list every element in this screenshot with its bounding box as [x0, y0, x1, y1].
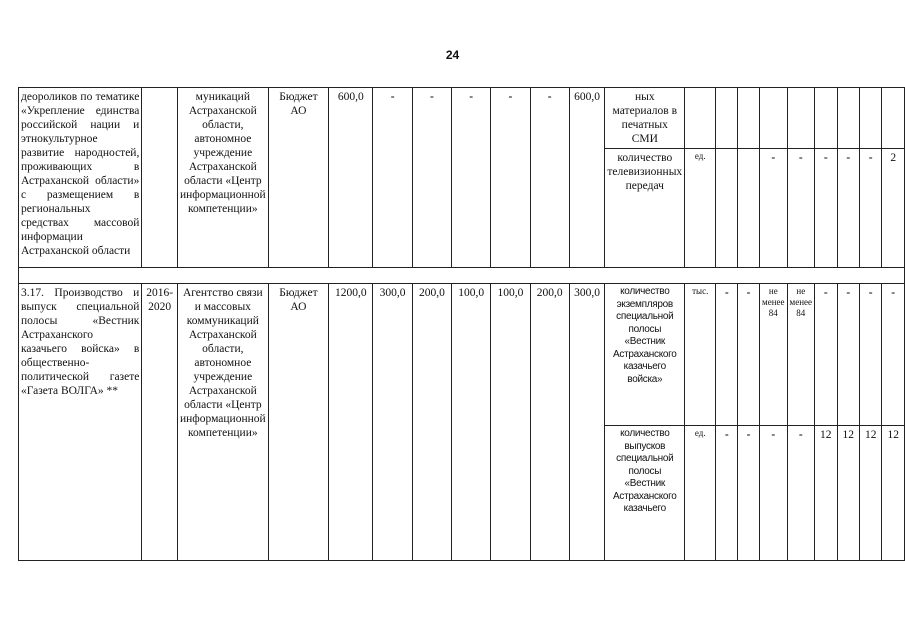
indicator-value: [815, 88, 837, 149]
year-cell: -: [530, 88, 569, 268]
indicator-value: -: [738, 284, 760, 426]
indicator-value: [716, 88, 738, 149]
indicator-value: -: [815, 284, 837, 426]
indicator-value: [882, 88, 905, 149]
indicator-value: [837, 88, 859, 149]
source-cell: Бюджет АО: [268, 88, 329, 268]
year-cell: 200,0: [412, 284, 451, 561]
indicator-value: 12: [837, 426, 859, 561]
indicator-value: -: [859, 149, 881, 268]
indicator-value: 12: [815, 426, 837, 561]
year-cell: -: [373, 88, 412, 268]
indicator-value: -: [760, 149, 788, 268]
indicator-value: не менее 84: [760, 284, 788, 426]
year-cell: 100,0: [491, 284, 530, 561]
source-cell: Бюджет АО: [268, 284, 329, 561]
extra-cell: 600,0: [569, 88, 605, 268]
total-cell: 1200,0: [329, 284, 373, 561]
indicator-value: [716, 149, 738, 268]
indicator-value: -: [859, 284, 881, 426]
indicator-value: 12: [882, 426, 905, 561]
indicator-value: -: [882, 284, 905, 426]
indicator-value: [760, 88, 788, 149]
year-cell: 300,0: [373, 284, 412, 561]
indicator-value: -: [815, 149, 837, 268]
executor-cell: муникаций Астраханской области, автономное учреждение Астраханской области «Центр информационной компетенции»: [178, 88, 269, 268]
activity-name: 3.17. Производство и выпуск специальной полосы «Вестник Астраханского казачьего войска» в общественно-политической газете «Газета ВОЛГА» **: [19, 284, 142, 561]
table-row: [19, 88, 905, 149]
indicator-unit: ед.: [685, 149, 716, 268]
indicator-unit: ед.: [685, 426, 716, 561]
period-cell: [142, 88, 178, 268]
indicator-unit: тыс.: [685, 284, 716, 426]
indicator-value: 2: [882, 149, 905, 268]
indicator-name: количество выпусков специальной полосы «Вестник Астраханского казачьего: [605, 426, 685, 561]
indicator-value: -: [837, 149, 859, 268]
indicator-value: 12: [859, 426, 881, 561]
program-table: [18, 87, 905, 561]
indicator-value: [787, 88, 815, 149]
indicator-value: -: [787, 149, 815, 268]
year-cell: 200,0: [530, 284, 569, 561]
year-cell: -: [452, 88, 491, 268]
page-number: 24: [445, 48, 460, 62]
total-cell: 600,0: [329, 88, 373, 268]
indicator-unit: [685, 88, 716, 149]
year-cell: 100,0: [452, 284, 491, 561]
indicator-value: -: [738, 426, 760, 561]
indicator-value: [738, 149, 760, 268]
executor-cell: Агентство связи и массовых коммуникаций Астраханской области, автономное учреждение Астраханской области «Центр информационной компетенции»: [178, 284, 269, 561]
activity-name: деороликов по тематике «Укрепление единства российской нации и этнокультурное развитие народностей, проживающих в Астраханской области» с размещением в региональных средствах массовой информации Астраханской области: [19, 88, 142, 268]
indicator-value: [738, 88, 760, 149]
indicator-value: [859, 88, 881, 149]
indicator-name: ных материалов в печатных СМИ: [605, 88, 685, 149]
indicator-value: -: [760, 426, 788, 561]
indicator-value: не менее 84: [787, 284, 815, 426]
indicator-name: количество телевизионных передач: [605, 149, 685, 268]
indicator-value: -: [787, 426, 815, 561]
table-row: [19, 284, 905, 426]
indicator-value: -: [837, 284, 859, 426]
year-cell: -: [491, 88, 530, 268]
year-cell: -: [412, 88, 451, 268]
indicator-name: количество экземпляров специальной полосы «Вестник Астраханского казачьего войска»: [605, 284, 685, 426]
indicator-value: -: [716, 284, 738, 426]
extra-cell: 300,0: [569, 284, 605, 561]
indicator-value: -: [716, 426, 738, 561]
period-cell: 2016-2020: [142, 284, 178, 561]
